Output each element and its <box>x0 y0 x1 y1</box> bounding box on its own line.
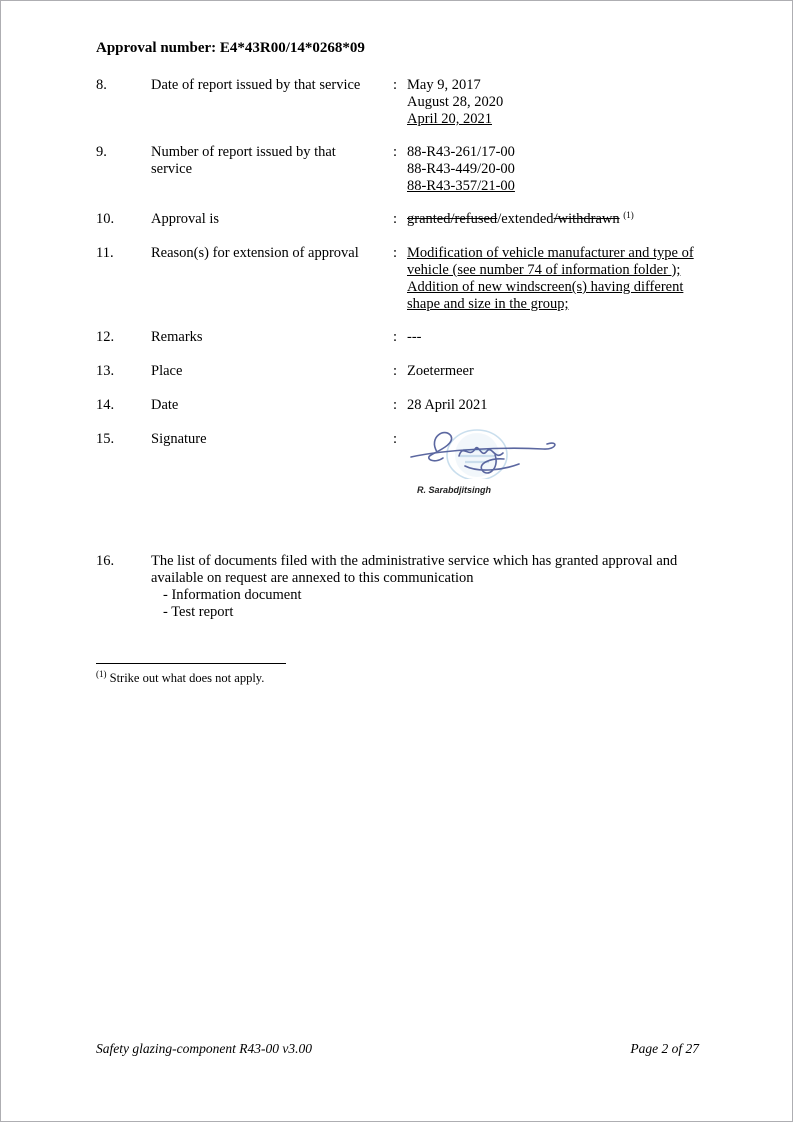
approval-number-heading: Approval number: E4*43R00/14*0268*09 <box>96 40 365 56</box>
annex-item: - Information document <box>163 587 302 603</box>
item-8-row <box>96 77 736 128</box>
item-value: Zoetermeer <box>407 363 474 379</box>
signer-name: R. Sarabdjitsingh <box>417 485 492 495</box>
colon: : <box>393 329 398 345</box>
footnote-divider <box>96 663 286 664</box>
struck-option: granted/refused <box>407 211 498 227</box>
item-label: Approval is <box>151 211 220 227</box>
item-number: 12. <box>96 329 115 345</box>
item-value: --- <box>407 329 422 345</box>
colon: : <box>393 211 398 227</box>
colon: : <box>393 431 398 447</box>
item-16-row <box>96 553 736 621</box>
item-label: Signature <box>151 431 207 447</box>
item-value: 88-R43-261/17-00 88-R43-449/20-00 88-R43-357/21-00 <box>407 144 515 194</box>
item-label: Number of report issued by that service <box>151 144 336 177</box>
item-text: The list of documents filed with the administrative service which has granted approval and available on request are annexed to this communication - Information document - Test report <box>151 553 736 621</box>
item-11-row <box>96 245 736 313</box>
item-number: 14. <box>96 397 115 413</box>
item-10-row <box>96 211 736 228</box>
footnote-text: Strike out what does not apply. <box>106 671 265 685</box>
item-number: 10. <box>96 211 115 227</box>
item-label: Reason(s) for extension of approval <box>151 245 359 261</box>
item-15-row <box>96 431 736 499</box>
struck-option: /withdrawn <box>553 211 620 227</box>
footnote <box>96 663 736 686</box>
colon: : <box>393 363 398 379</box>
item-12-row <box>96 329 736 346</box>
footnote-marker: (1) <box>96 669 107 679</box>
item-number: 9. <box>96 144 107 160</box>
item-14-row <box>96 397 736 414</box>
colon: : <box>393 245 398 261</box>
item-9-row <box>96 144 736 195</box>
item-number: 15. <box>96 431 115 447</box>
kept-option: extended <box>501 211 554 227</box>
page-content <box>1 1 736 686</box>
separator: / <box>497 211 502 227</box>
footnote-reference: (1) <box>623 210 634 220</box>
colon: : <box>393 77 398 93</box>
colon: : <box>393 397 398 413</box>
item-number: 8. <box>96 77 107 93</box>
item-label: Date <box>151 397 179 413</box>
footer-page-number: Page 2 of 27 <box>630 1041 699 1056</box>
item-value <box>407 211 736 228</box>
item-number: 11. <box>96 245 114 261</box>
item-label: Place <box>151 363 183 379</box>
item-value: Modification of vehicle manufacturer and type of vehicle (see number 74 of information folder ); Addition of new windscreen(s) having different shape and size in the group; <box>407 245 694 312</box>
item-value: May 9, 2017 August 28, 2020 April 20, 2021 <box>407 77 504 127</box>
item-13-row <box>96 363 736 380</box>
colon: : <box>393 144 398 160</box>
page-footer <box>96 1041 699 1057</box>
signature-image <box>407 425 567 479</box>
item-label: Date of report issued by that service <box>151 77 361 93</box>
item-label: Remarks <box>151 329 203 345</box>
footer-document-id: Safety glazing-component R43-00 v3.00 <box>96 1041 312 1056</box>
signature-block <box>407 425 577 499</box>
item-number: 16. <box>96 553 115 569</box>
item-number: 13. <box>96 363 115 379</box>
annex-item: - Test report <box>163 604 234 620</box>
annex-list <box>151 587 736 621</box>
item-value: 28 April 2021 <box>407 397 488 413</box>
